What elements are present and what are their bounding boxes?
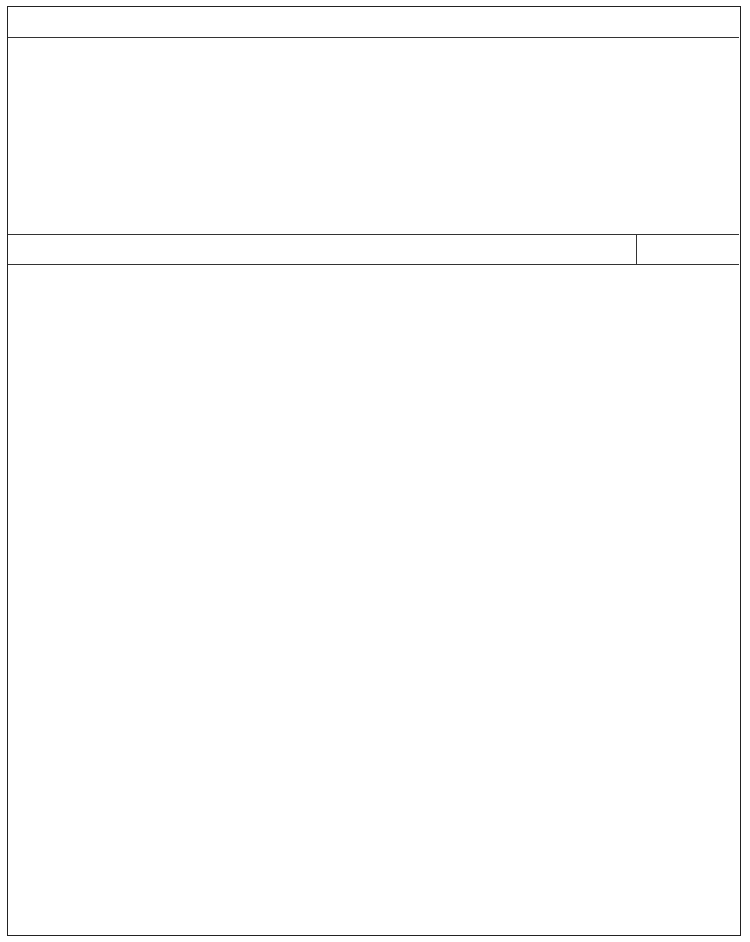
exam-sheet <box>7 6 741 936</box>
score-table-header <box>8 235 739 265</box>
total-score-header <box>637 235 739 264</box>
group-header <box>8 7 739 38</box>
case-info-block <box>8 38 739 235</box>
criteria-header <box>8 235 637 264</box>
